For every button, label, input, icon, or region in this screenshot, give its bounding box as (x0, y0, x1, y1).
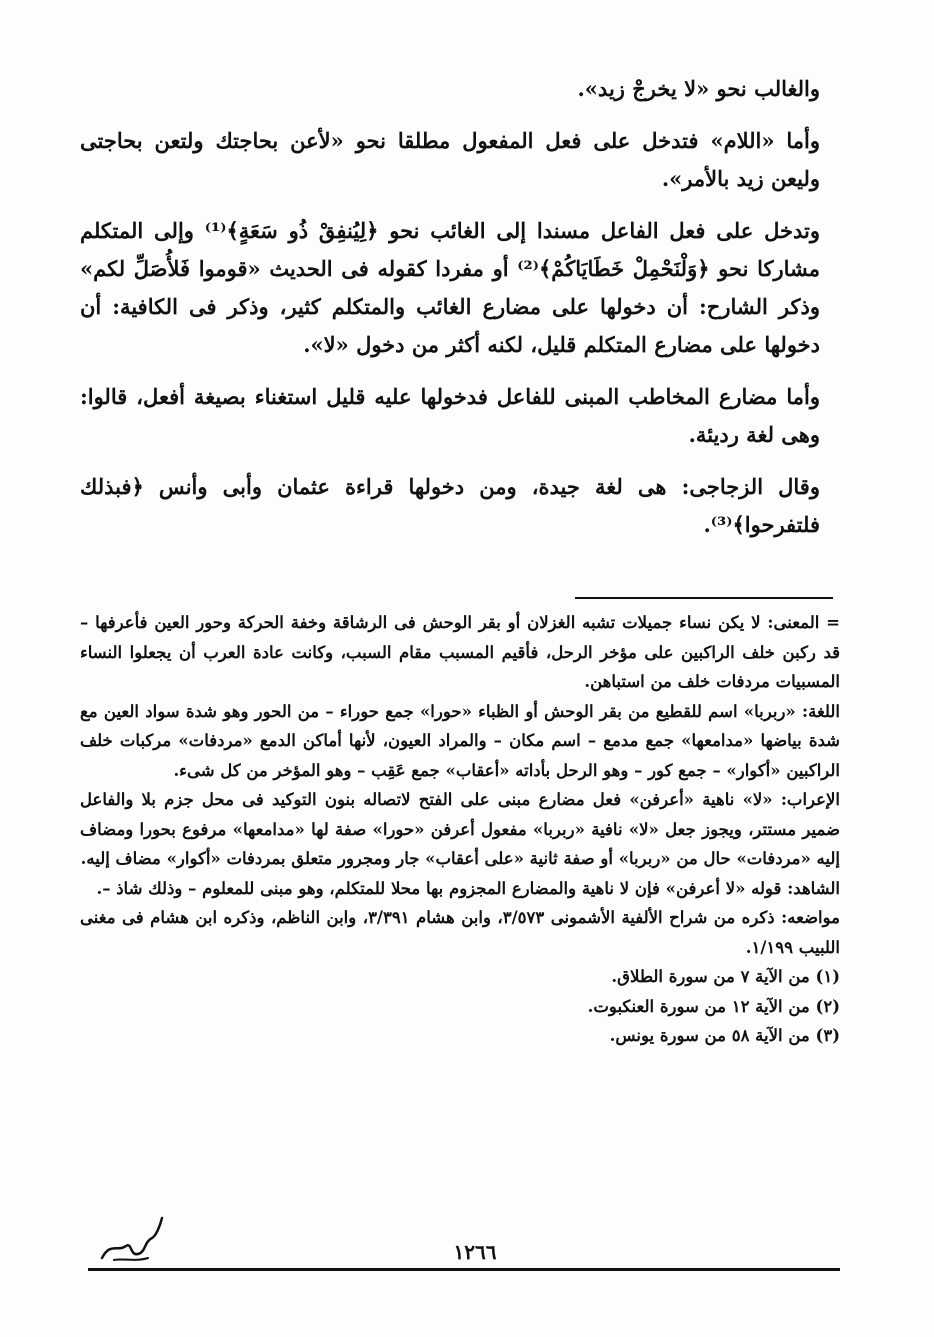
main-paragraph: وأما مضارع المخاطب المبنى للفاعل فدخولها عليه قليل استغناء بصيغة أفعل، قالوا: وهى لغة رديئة. (80, 384, 820, 447)
footnote-evidence: الشاهد: قوله «لا أعرفن» فإن لا ناهية والمضارع المجزوم بها محلا للمتكلم، وهو مبنى للمعلوم – وذلك شاذ –. (96, 878, 840, 898)
footnote-language: اللغة: «ربربا» اسم للقطيع من بقر الوحش أو الظباء «حورا» جمع حوراء – من الحور وهو شدة سواد العين مع شدة بياضها «مدامعها» جمع مدمع – اسم مكان – والمراد العيون، لأنها أماكن الدمع «مردفات» مركبات خلف الراكبين «أكوار» – جمع كور – وهو الرحل بأداته «أعقاب» جمع عَقِب – وهو المؤخر من كل شىء. (80, 701, 840, 780)
footnote-ref-1: (١) من الآية ٧ من سورة الطلاق. (611, 967, 840, 986)
main-paragraph: والغالب نحو «لا يخرجْ زيد». (577, 76, 820, 101)
footnote-divider (575, 597, 833, 599)
footnote-parsing: الإعراب: «لا» ناهية «أعرفن» فعل مضارع مبنى على الفتح لاتصاله بنون التوكيد فى محل جزم بلا والفاعل ضمير مستتر، ويجوز جعل «لا» نافية «ربربا» مفعول أعرفن «حورا» صفة لها «مدامعها» مرفوع بحورا ومضاف إليه «مردفات» حال من «ربربا» أو صفة ثانية «على أعقاب» جار ومجرور متعلق بمردفات «أكوار» مضاف إليه. (80, 790, 840, 868)
main-text (80, 70, 820, 558)
main-paragraph: وتدخل على فعل الفاعل مسندا إلى الغائب نحو ﴿لِيُنفِقْ ذُو سَعَةٍ﴾⁽¹⁾ وإلى المتكلم مشاركا نحو ﴿وَلْنَحْمِلْ خَطَايَاكُمْ﴾⁽²⁾ أو مفردا كقوله فى الحديث «قوموا فَلأُصَلِّ لكم» وذكر الشارح: أن دخولها على مضارع الغائب والمتكلم كثير، وذكر فى الكافية: أن دخولها على مضارع المتكلم قليل، لكنه أكثر من دخول «لا». (80, 218, 821, 357)
page-number: ١٢٦٦ (453, 1240, 497, 1264)
main-paragraph: وقال الزجاجى: هى لغة جيدة، ومن دخولها قراءة عثمان وأبى وأنس ﴿فبذلك فلتفرحوا﴾⁽³⁾. (80, 474, 820, 537)
signature-mark (96, 1212, 166, 1268)
footnote-ref-3: (٣) من الآية ٥٨ من سورة يونس. (609, 1026, 840, 1045)
footnote-ref-2: (٢) من الآية ١٢ من سورة العنكبوت. (587, 996, 840, 1016)
footnotes (80, 608, 840, 1051)
footnote-meaning: = المعنى: لا يكن نساء جميلات تشبه الغزلان أو بقر الوحش فى الرشاقة وخفة الحركة وحور العين فأعرفها – قد ركبن خلف الراكبين على مؤخر الرحل، فأقيم المسبب مقام السبب، وكانت عادة العرب أن يجعلوا النساء المسبيات مردفات خلف من استباهن. (80, 613, 840, 691)
bottom-rule (88, 1268, 840, 1271)
footnote-sources: مواضعه: ذكره من شراح الألفية الأشمونى ٣/٥٧٣، وابن هشام ٣/٣٩١، وابن الناظم، وذكره ابن هشام فى مغنى اللبيب ١/١٩٩. (80, 908, 840, 957)
main-paragraph: وأما «اللام» فتدخل على فعل المفعول مطلقا نحو «لأعن بحاجتك ولتعن بحاجتى وليعن زيد بالأمر». (80, 128, 820, 191)
